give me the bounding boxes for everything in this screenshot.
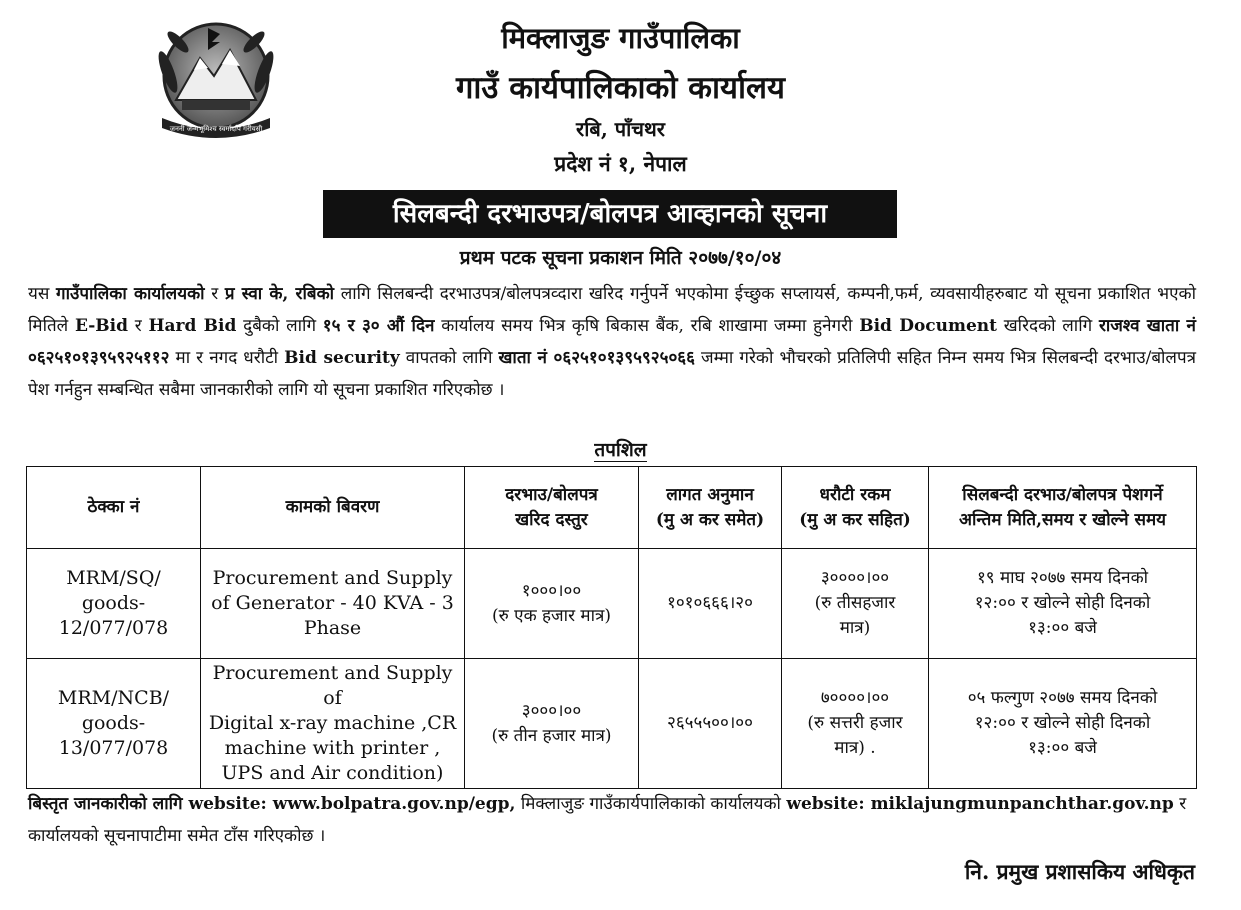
publication-date: प्रथम पटक सूचना प्रकाशन मिति २०७७/१०/०४ <box>459 247 782 269</box>
signatory-title: नि. प्रमुख प्रशासकिय अधिकृत <box>964 859 1195 884</box>
cell-cost-estimate: १०१०६६६।२० <box>639 549 782 659</box>
table-title: तपशिल <box>594 439 647 461</box>
cell-deadline: ०५ फल्गुण २०७७ समय दिनको १२:०० र खोल्ने सोही दिनको १३:०० बजे <box>929 659 1197 789</box>
header-bid-fee: दरभाउ/बोलपत्र खरिद दस्तुर <box>465 467 639 549</box>
office-address: रबि, पाँचथर <box>576 117 665 141</box>
footer-info: बिस्तृत जानकारीको लागि website: www.bolpatra.gov.np/egp, मिक्लाजुङ गाउँकार्यपालिकाको कार्यालयको website: miklajungmunpanchthar.gov.np र कार्यालयको सूचनापाटीमा समेत टाँस गरिएकोछ । <box>28 794 1187 846</box>
cell-bid-fee: १०००।०० (रु एक हजार मात्र) <box>465 549 639 659</box>
table-row <box>27 659 1197 789</box>
cell-description: Procurement and Supply of Digital x-ray machine ,CR machine with printer , UPS and Air condition) <box>201 659 465 789</box>
bid-details-table <box>26 466 1197 789</box>
notice-body-paragraph: यस गाउँपालिका कार्यालयको र प्र स्वा के, रबिको लागि सिलबन्दी दरभाउपत्र/बोलपत्रव्दारा खरिद गर्नुपर्ने भएकोमा ईच्छुक सप्लायर्स, कम्पनी,फर्म, व्यवसायीहरुबाट यो सूचना प्रकाशित भएको मितिले E-Bid र Hard Bid दुबैको लागि १५ र ३० औं दिन कार्यालय समय भित्र कृषि बिकास बैंक, रबि शाखामा जम्मा हुनेगरी Bid Document खरिदको लागि राजश्व खाता नं ०६२५१०१३९५९२५११२ मा र नगद धरौटी Bid security वापतको लागि खाता नं ०६२५१०१३९५९२५०६६ जम्मा गरेको भौचरको प्रतिलिपी सहित निम्न समय भित्र सिलबन्दी दरभाउ/बोलपत्र पेश गर्नहुन सम्बन्धित सबैमा जानकारीको लागि यो सूचना प्रकाशित गरिएकोछ । <box>28 284 1197 400</box>
header-cost-estimate: लागत अनुमान (मु अ कर समेत) <box>639 467 782 549</box>
notice-title-banner: सिलबन्दी दरभाउपत्र/बोलपत्र आव्हानको सूचना <box>323 190 897 238</box>
cell-bid-fee: ३०००।०० (रु तीन हजार मात्र) <box>465 659 639 789</box>
header-bid-security: धरौटी रकम (मु अ कर सहित) <box>782 467 929 549</box>
cell-contract-no: MRM/SQ/ goods-12/077/078 <box>27 549 201 659</box>
emblem-motto: जननी जन्मभूमिश्च स्वर्गादपि गरीयसी <box>169 125 263 133</box>
cell-deadline: १९ माघ २०७७ समय दिनको १२:०० र खोल्ने सोही दिनको १३:०० बजे <box>929 549 1197 659</box>
cell-bid-security: ७००००।०० (रु सत्तरी हजार मात्र) . <box>782 659 929 789</box>
cell-contract-no: MRM/NCB/ goods-13/077/078 <box>27 659 201 789</box>
header-description: कामको बिवरण <box>201 467 465 549</box>
cell-description: Procurement and Supply of Generator - 40 KVA - 3 Phase <box>201 549 465 659</box>
table-header-row <box>27 467 1197 549</box>
header-contract-no: ठेक्का नं <box>27 467 201 549</box>
province-line: प्रदेश नं १, नेपाल <box>554 151 687 176</box>
office-name: गाउँ कार्यपालिकाको कार्यालय <box>455 70 786 106</box>
municipality-name: मिक्लाजुङ गाउँपालिका <box>501 21 740 55</box>
cell-bid-security: ३००००।०० (रु तीसहजार मात्र) <box>782 549 929 659</box>
header-deadline: सिलबन्दी दरभाउ/बोलपत्र पेशगर्ने अन्तिम मिति,समय र खोल्ने समय <box>929 467 1197 549</box>
cell-cost-estimate: २६५५५००।०० <box>639 659 782 789</box>
table-row <box>27 549 1197 659</box>
